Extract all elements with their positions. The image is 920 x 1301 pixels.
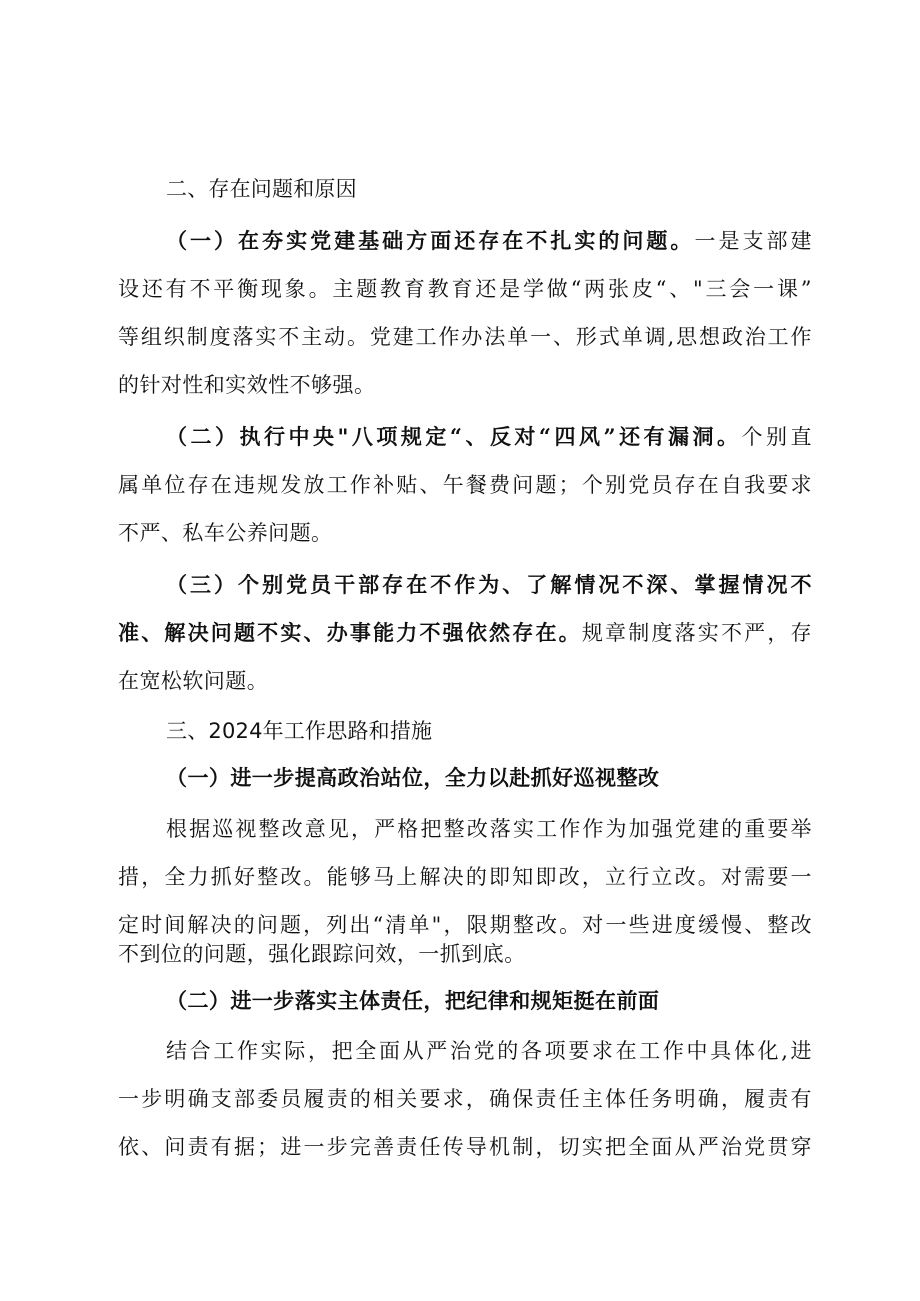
section-heading-problems: 二、存在问题和原因	[166, 177, 357, 201]
paragraph-line: 措，全力抓好整改。能够马上解决的即知即改，立行立改。对需要一	[118, 865, 812, 889]
bold-item-title: 准、解决问题不实、办事能力不强依然存在。	[118, 620, 582, 645]
paragraph-line: 不到位的问题，强化跟踪问效，一抓到底。	[118, 942, 526, 966]
paragraph-line	[118, 619, 812, 647]
text-run: 规章制度落实不严，存	[581, 621, 812, 645]
subsection-title: （一）进一步提高政治站位，全力以赴抓好巡视整改	[166, 765, 660, 790]
paragraph-line	[166, 423, 812, 451]
text-run: 一是支部建	[694, 229, 813, 253]
bold-item-title: （一）在夯实党建基础方面还存在不扎实的问题。	[166, 228, 695, 253]
text-run: 个别直	[741, 425, 812, 449]
paragraph-line: 依、问责有据；进一步完善责任传导机制，切实把全面从严治党贯穿	[118, 1135, 812, 1159]
paragraph-line: 一步明确支部委员履责的相关要求，确保责任主体任务明确，履责有	[118, 1087, 812, 1111]
subsection-title: （二）进一步落实主体责任，把纪律和规矩挺在前面	[166, 988, 660, 1013]
paragraph-line	[166, 227, 812, 255]
paragraph-line: 定时间解决的问题，列出“清单"，限期整改。对一些进度缓慢、整改	[118, 913, 812, 937]
paragraph-line: 设还有不平衡现象。主题教育教育还是学做“两张皮“、"三会一课”	[118, 277, 812, 301]
bold-item-title: （二）执行中央"八项规定“、反对“四风”还有漏洞。	[166, 424, 742, 449]
paragraph-line: 结合工作实际，把全面从严治党的各项要求在工作中具体化,进	[166, 1039, 812, 1063]
paragraph-line: 不严、私车公养问题。	[118, 521, 333, 545]
paragraph-line: 等组织制度落实不主动。党建工作办法单一、形式单调,思想政治工作	[118, 325, 812, 349]
paragraph-line: 的针对性和实效性不够强。	[118, 373, 376, 397]
bold-item-title: （三）个别党员干部存在不作为、了解情况不深、掌握情况不	[166, 572, 812, 597]
paragraph-line: 在宽松软问题。	[118, 669, 269, 693]
section-heading-measures: 三、2024年工作思路和措施	[166, 719, 433, 743]
paragraph-line: 根据巡视整改意见，严格把整改落实工作作为加强党建的重要举	[166, 817, 812, 841]
paragraph-line: 属单位存在违规发放工作补贴、午餐费问题；个别党员存在自我要求	[118, 473, 812, 497]
